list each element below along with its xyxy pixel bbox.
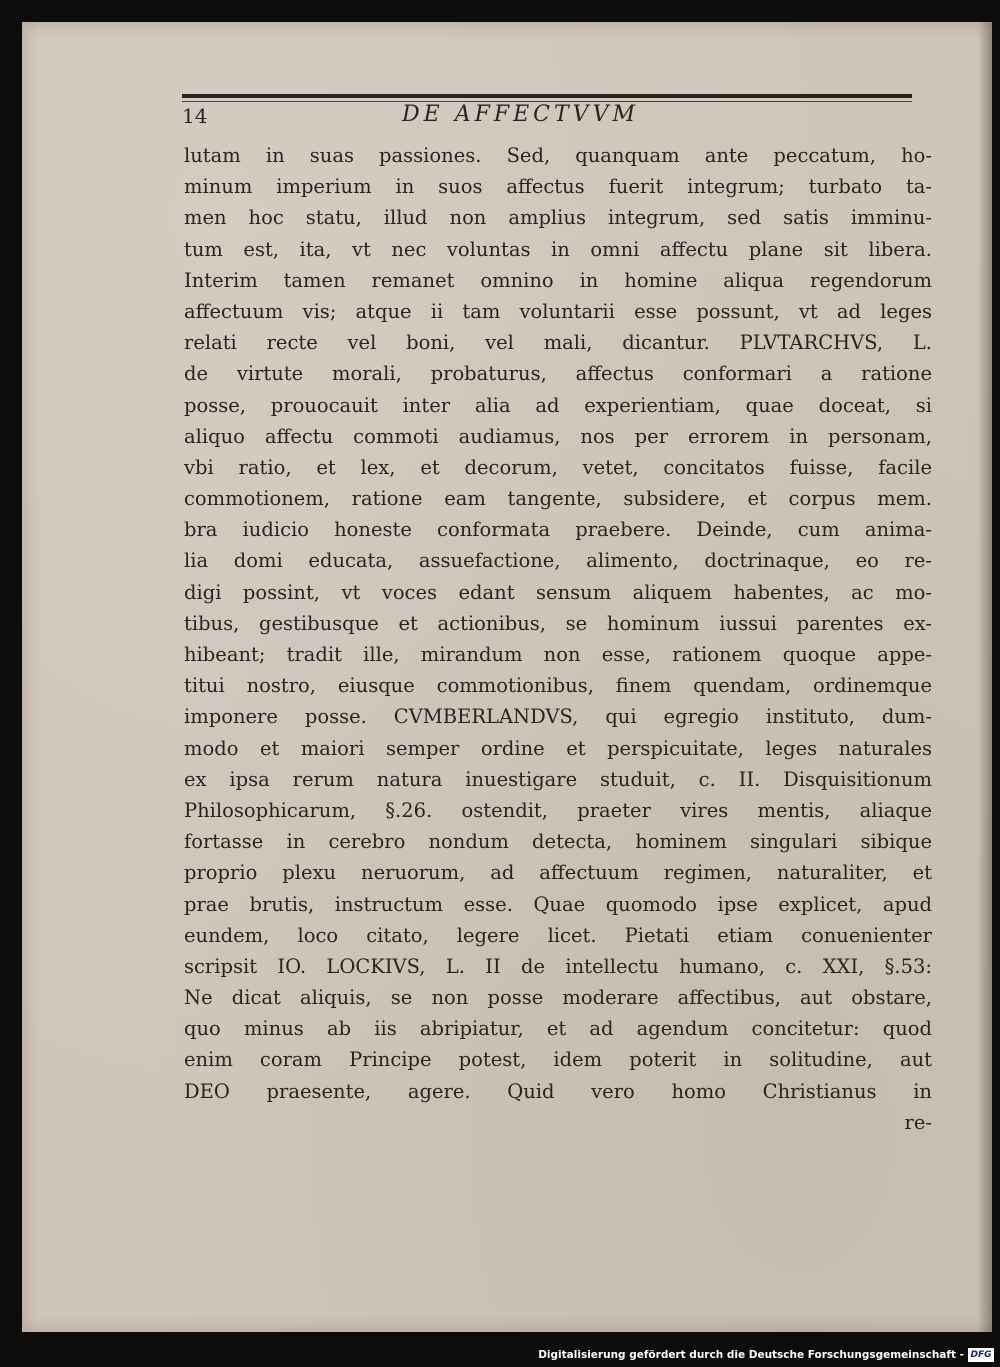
text-line: Ne dicat aliquis, se non posse moderare affectibus, aut obstare,	[184, 986, 932, 1010]
footer-bar	[0, 1345, 1000, 1367]
text-line: titui nostro, eiusque commotionibus, finem quendam, ordinemque	[184, 674, 932, 698]
dfg-logo: DFG	[968, 1348, 994, 1362]
funding-credit: Digitalisierung gefördert durch die Deutsche Forschungsgemeinschaft -	[538, 1349, 964, 1361]
text-line: affectuum vis; atque ii tam voluntarii esse possunt, vt ad leges	[184, 299, 932, 323]
text-line: aliquo affectu commoti audiamus, nos per errorem in personam,	[184, 424, 932, 448]
text-line: bra iudicio honeste conformata praebere. Deinde, cum anima-	[184, 518, 932, 542]
text-line: de virtute morali, probaturus, affectus conformari a ratione	[184, 362, 932, 386]
text-line: Interim tamen remanet omnino in homine aliqua regendorum	[184, 268, 932, 292]
text-line: men hoc statu, illud non amplius integrum, sed satis imminu-	[184, 206, 932, 230]
text-line: commotionem, ratione eam tangente, subsidere, et corpus mem.	[184, 487, 932, 511]
text-line: lia domi educata, assuefactione, alimento, doctrinaque, eo re-	[184, 549, 932, 573]
text-line: Philosophicarum, §.26. ostendit, praeter vires mentis, aliaque	[184, 798, 932, 822]
text-line: relati recte vel boni, vel mali, dicantur. PLVTARCHVS, L.	[184, 331, 932, 355]
text-line: ex ipsa rerum natura inuestigare studuit, c. II. Disquisitionum	[184, 767, 932, 791]
text-line: hibeant; tradit ille, mirandum non esse, rationem quoque appe-	[184, 643, 932, 666]
text-line: quo minus ab iis abripiatur, et ad agendum concitetur: quod	[184, 1017, 932, 1041]
text-line: prae brutis, instructum esse. Quae quomodo ipse explicet, apud	[184, 892, 932, 916]
catchword: re-	[904, 1110, 932, 1134]
body-text	[184, 140, 932, 1138]
text-line: DEO praesente, agere. Quid vero homo Christianus in	[184, 1079, 932, 1103]
text-line: digi possint, vt voces edant sensum aliquem habentes, ac mo-	[184, 580, 932, 604]
text-line: enim coram Principe potest, idem poterit in solitudine, aut	[184, 1048, 932, 1072]
page-number: 14	[182, 104, 208, 128]
text-line: scripsit IO. LOCKIVS, L. II de intellectu humano, c. XXI, §.53:	[184, 954, 932, 978]
text-line: modo et maiori semper ordine et perspicuitate, leges naturales	[184, 736, 932, 760]
text-line: eundem, loco citato, legere licet. Pietati etiam conuenienter	[184, 923, 932, 947]
page-edge-shadow	[978, 22, 992, 1332]
text-line: fortasse in cerebro nondum detecta, hominem singulari sibique	[184, 830, 932, 854]
text-line: tibus, gestibusque et actionibus, se hominum iussui parentes ex-	[184, 611, 932, 635]
text-line: vbi ratio, et lex, et decorum, vetet, concitatos fuisse, facile	[184, 455, 932, 479]
text-line: tum est, ita, vt nec voluntas in omni affectu plane sit libera.	[184, 237, 932, 261]
text-line: imponere posse. CVMBERLANDVS, qui egregio instituto, dum-	[184, 705, 932, 729]
header-rule	[182, 94, 912, 98]
text-line: minum imperium in suos affectus fuerit integrum; turbato ta-	[184, 175, 932, 199]
running-head: DE AFFECTVVM	[402, 102, 639, 127]
text-line: proprio plexu neruorum, ad affectuum regimen, naturaliter, et	[184, 861, 932, 885]
book-page	[22, 22, 992, 1332]
text-line: lutam in suas passiones. Sed, quanquam ante peccatum, ho-	[184, 144, 932, 167]
text-line: posse, prouocauit inter alia ad experientiam, quae doceat, si	[184, 393, 932, 417]
